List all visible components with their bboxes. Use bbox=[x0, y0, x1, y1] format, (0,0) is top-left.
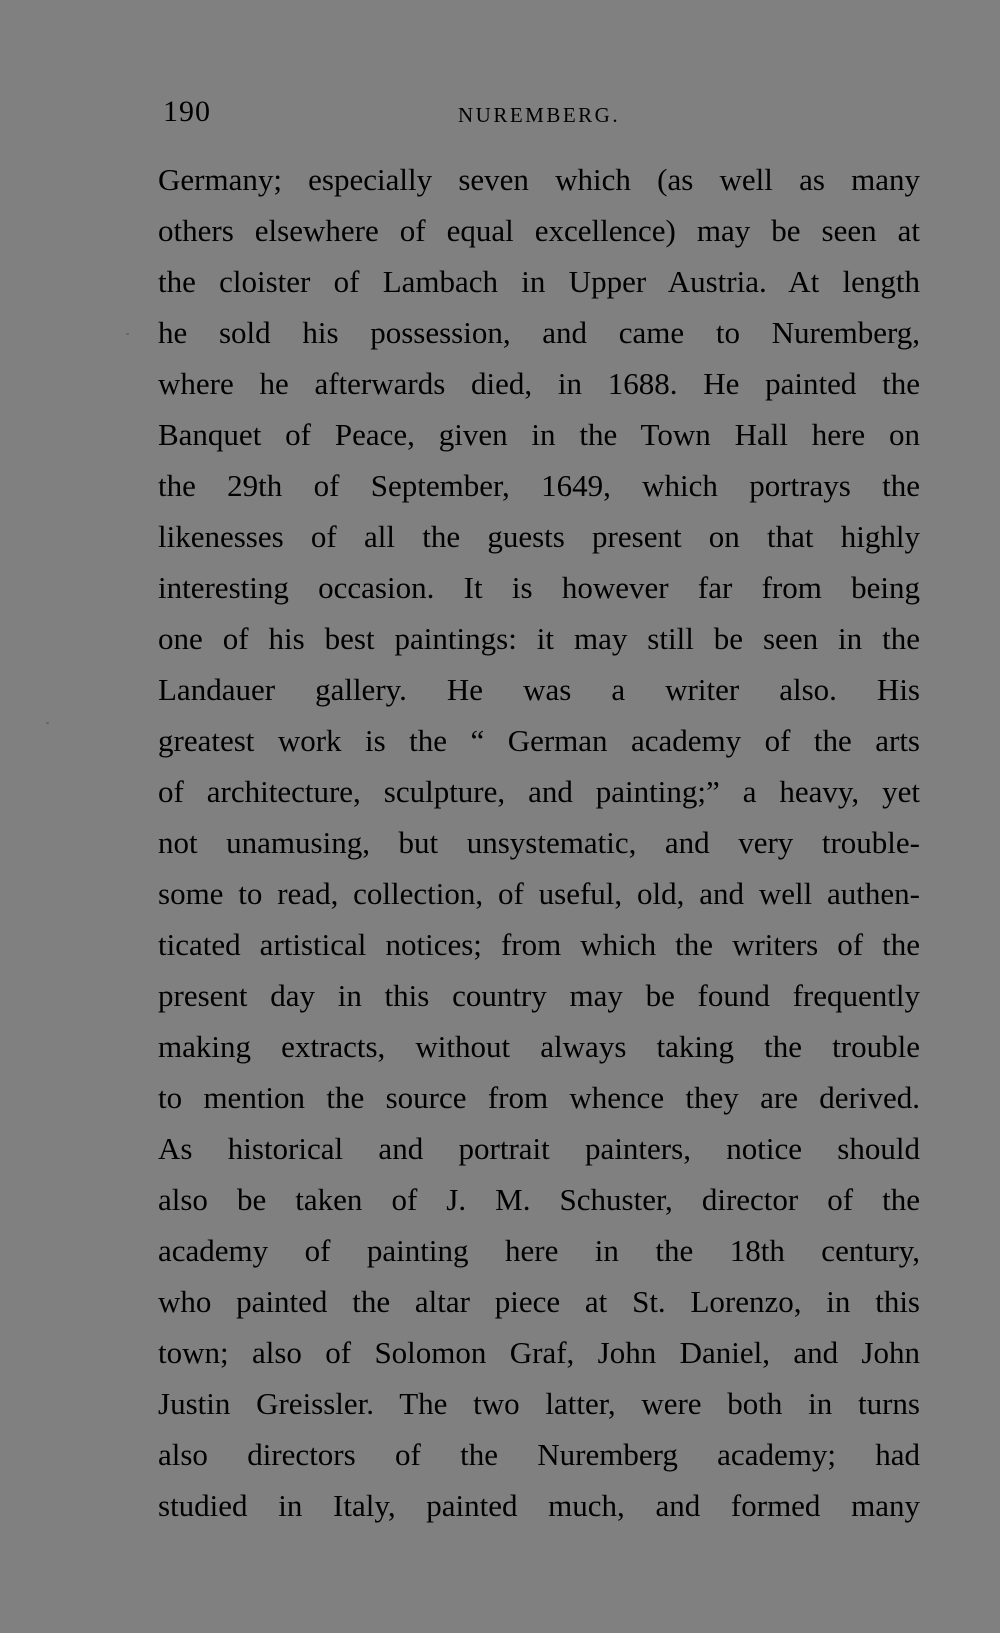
text-line: ticated artistical notices; from which the writers of the bbox=[158, 927, 920, 962]
page-number: 190 bbox=[163, 95, 211, 128]
scan-speck bbox=[46, 722, 49, 724]
text-line: greatest work is the “ German academy of the arts bbox=[158, 723, 920, 758]
text-line: who painted the altar piece at St. Lorenzo, in this bbox=[158, 1284, 920, 1319]
running-head: NUREMBERG. bbox=[458, 103, 621, 127]
text-line: As historical and portrait painters, notice should bbox=[158, 1131, 920, 1166]
text-line: studied in Italy, painted much, and formed many bbox=[158, 1488, 920, 1523]
text-line: likenesses of all the guests present on that highly bbox=[158, 519, 920, 554]
text-line: Germany; especially seven which (as well as many bbox=[158, 162, 920, 197]
text-line: present day in this country may be found frequently bbox=[158, 978, 920, 1013]
text-line: town; also of Solomon Graf, John Daniel, and John bbox=[158, 1335, 920, 1370]
text-line: to mention the source from whence they are derived. bbox=[158, 1080, 920, 1115]
text-line: the 29th of September, 1649, which portrays the bbox=[158, 468, 920, 503]
scan-speck bbox=[126, 333, 129, 335]
text-line: not unamusing, but unsystematic, and very trouble- bbox=[158, 825, 920, 860]
text-line: academy of painting here in the 18th century, bbox=[158, 1233, 920, 1268]
text-line: also be taken of J. M. Schuster, director of the bbox=[158, 1182, 920, 1217]
text-line: one of his best paintings: it may still be seen in the bbox=[158, 621, 920, 656]
text-line: making extracts, without always taking the trouble bbox=[158, 1029, 920, 1064]
text-line: the cloister of Lambach in Upper Austria. At length bbox=[158, 264, 920, 299]
text-line: interesting occasion. It is however far from being bbox=[158, 570, 920, 605]
text-line: others elsewhere of equal excellence) may be seen at bbox=[158, 213, 920, 248]
text-line: where he afterwards died, in 1688. He painted the bbox=[158, 366, 920, 401]
text-line: Justin Greissler. The two latter, were both in turns bbox=[158, 1386, 920, 1421]
text-line: also directors of the Nuremberg academy; had bbox=[158, 1437, 920, 1472]
text-line: some to read, collection, of useful, old, and well authen- bbox=[158, 876, 920, 911]
body-text bbox=[158, 154, 920, 1531]
text-line: he sold his possession, and came to Nuremberg, bbox=[158, 315, 920, 350]
text-line: Landauer gallery. He was a writer also. His bbox=[158, 672, 920, 707]
text-line: Banquet of Peace, given in the Town Hall here on bbox=[158, 417, 920, 452]
text-line: of architecture, sculpture, and painting;” a heavy, yet bbox=[158, 774, 920, 809]
